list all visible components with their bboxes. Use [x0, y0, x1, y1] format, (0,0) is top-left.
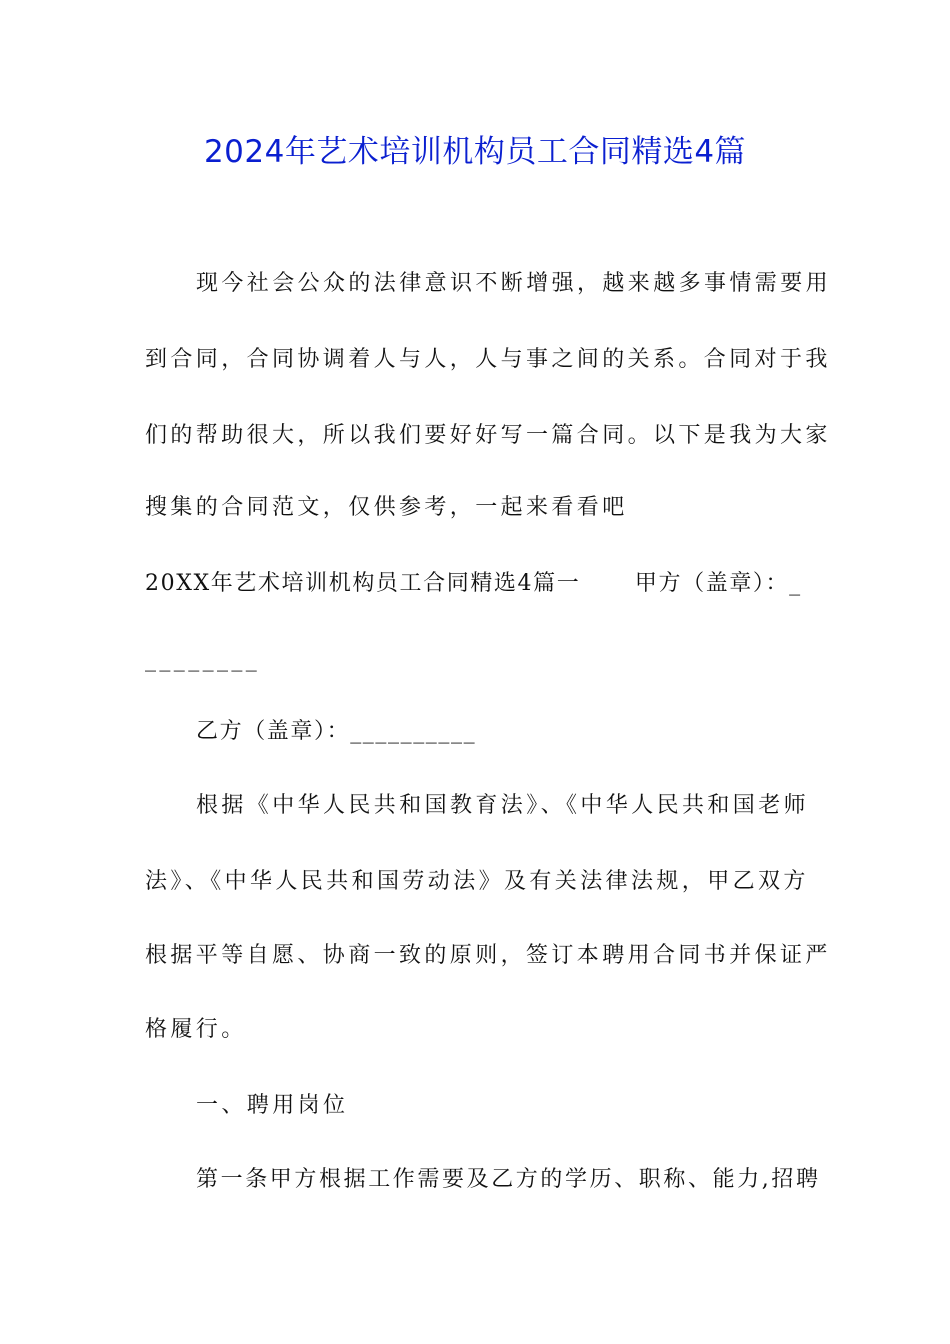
party-b-signature-label: 乙方（盖章）： — [196, 719, 351, 744]
basis-paragraph-line: 法》、《中华人民共和国劳动法》及有关法律法规，甲乙双方 — [145, 869, 809, 894]
intro-paragraph-line: 到合同，合同协调着人与人，人与事之间的关系。合同对于我 — [145, 347, 831, 372]
article-1-line: 第一条甲方根据工作需要及乙方的学历、职称、能力,招聘 — [196, 1167, 821, 1192]
basis-paragraph-line: 根据《中华人民共和国教育法》、《中华人民共和国老师 — [196, 793, 810, 818]
party-a-signature-label: 甲方（盖章）：_ — [634, 571, 802, 596]
basis-paragraph-line: 根据平等自愿、协商一致的原则，签订本聘用合同书并保证严 — [145, 943, 831, 968]
section-1-title: 一、聘用岗位 — [196, 1093, 349, 1118]
document-title: 2024年艺术培训机构员工合同精选4篇 — [203, 134, 747, 170]
contract-heading-line — [145, 564, 815, 604]
party-b-signature-blank: __________ — [350, 719, 477, 744]
intro-paragraph-line: 搜集的合同范文，仅供参考，一起来看看吧 — [145, 495, 628, 520]
party-b-signature-line — [196, 712, 866, 752]
party-a-signature-blank: ________ — [145, 647, 261, 672]
section-heading: 20XX年艺术培训机构员工合同精选4篇一 — [145, 571, 581, 596]
intro-paragraph-line: 们的帮助很大，所以我们要好好写一篇合同。以下是我为大家 — [145, 423, 831, 448]
basis-paragraph-line: 格履行。 — [145, 1017, 247, 1042]
intro-paragraph-line: 现今社会公众的法律意识不断增强，越来越多事情需要用 — [196, 271, 832, 296]
